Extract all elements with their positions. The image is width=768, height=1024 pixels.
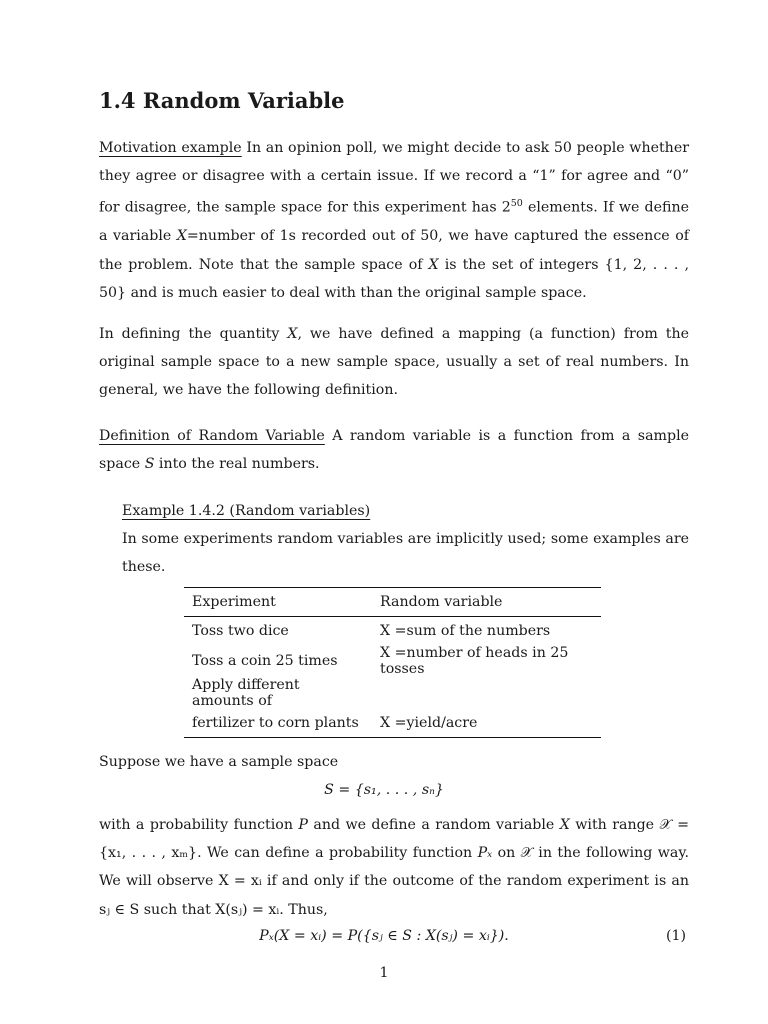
table-row <box>184 677 601 709</box>
math-var: S <box>144 456 155 473</box>
table-cell <box>372 677 601 709</box>
probability-text: and we define a random variable <box>307 817 560 833</box>
example-label: Example 1.4.2 (Random variables) <box>122 503 371 519</box>
probability-text: on 𝒳 in the following way. We will observe X = xᵢ if and only if the outcome of the random experiment is an sⱼ ∈ S such that X(sⱼ) = xᵢ. Thus, <box>99 845 689 918</box>
table-row <box>184 709 601 738</box>
table-cell: Toss two dice <box>192 623 289 639</box>
motivation-text: In an opinion poll, we might decide to ask 50 people whether they agree or disagree with a certain issue. If we record a “1” for agree and “0” for disagree, the sample space for this experiment has 2 <box>99 140 689 217</box>
math-var: X <box>428 256 439 273</box>
random-variable-table <box>184 587 601 738</box>
example-label-line <box>122 497 689 525</box>
definition-label: Definition of Random Variable <box>99 428 325 444</box>
definition-text: into the real numbers. <box>154 456 320 473</box>
defining-text: In defining the quantity <box>99 326 288 342</box>
page-number: 1 <box>379 965 389 981</box>
suppose-text: Suppose we have a sample space <box>99 754 339 770</box>
table-cell: fertilizer to corn plants <box>192 715 359 731</box>
motivation-text: elements. If we define a variable <box>99 200 689 245</box>
motivation-text: =number of 1s recorded out of 50, we have captured the essence of the problem. Note that the sample space of <box>99 228 689 273</box>
table-cell: X =sum of the numbers <box>380 623 551 639</box>
math-var: X <box>176 228 187 245</box>
table-header: Random variable <box>380 594 503 610</box>
probability-text: with a probability function <box>99 817 299 833</box>
table-cell: X =yield/acre <box>380 715 478 731</box>
probability-text: with range 𝒳 = {x₁, . . . , xₘ}. We can define a probability function <box>99 817 689 862</box>
section-title: 1.4 Random Variable <box>99 88 345 113</box>
probability-equation: Pₓ(X = xᵢ) = P({sⱼ ∈ S : X(sⱼ) = xᵢ}). <box>259 928 509 944</box>
math-var: X <box>287 326 298 342</box>
motivation-paragraph <box>99 134 689 307</box>
table-row <box>184 645 601 677</box>
equation-number: (1) <box>666 928 687 944</box>
table-header: Experiment <box>192 594 276 610</box>
table-cell: Toss a coin 25 times <box>192 653 338 669</box>
defining-paragraph <box>99 320 689 405</box>
definition-paragraph <box>99 422 689 478</box>
motivation-text: is the set of integers {1, 2, . . . , 50} and is much easier to deal with than the original sample space. <box>99 256 689 301</box>
table-cell: X =number of heads in 25 tosses <box>380 645 569 677</box>
motivation-label: Motivation example <box>99 140 242 156</box>
definition-text: A random variable is a function from a sample space <box>99 428 689 473</box>
math-var: X <box>559 817 570 833</box>
math-var: P <box>298 817 308 833</box>
math-var: Pₓ <box>477 845 493 862</box>
defining-text: , we have defined a mapping (a function) from the original sample space to a new sample space, usually a set of real numbers. In general, we have the following definition. <box>99 326 689 399</box>
table-row <box>184 617 601 646</box>
probability-paragraph <box>99 811 689 924</box>
table-cell: Apply different amounts of <box>192 677 300 709</box>
sample-space-equation: S = {s₁, . . . , sₙ} <box>324 782 444 798</box>
exponent: 50 <box>510 198 523 210</box>
table-header-row <box>184 588 601 617</box>
example-intro: In some experiments random variables are implicitly used; some examples are these. <box>122 531 689 576</box>
